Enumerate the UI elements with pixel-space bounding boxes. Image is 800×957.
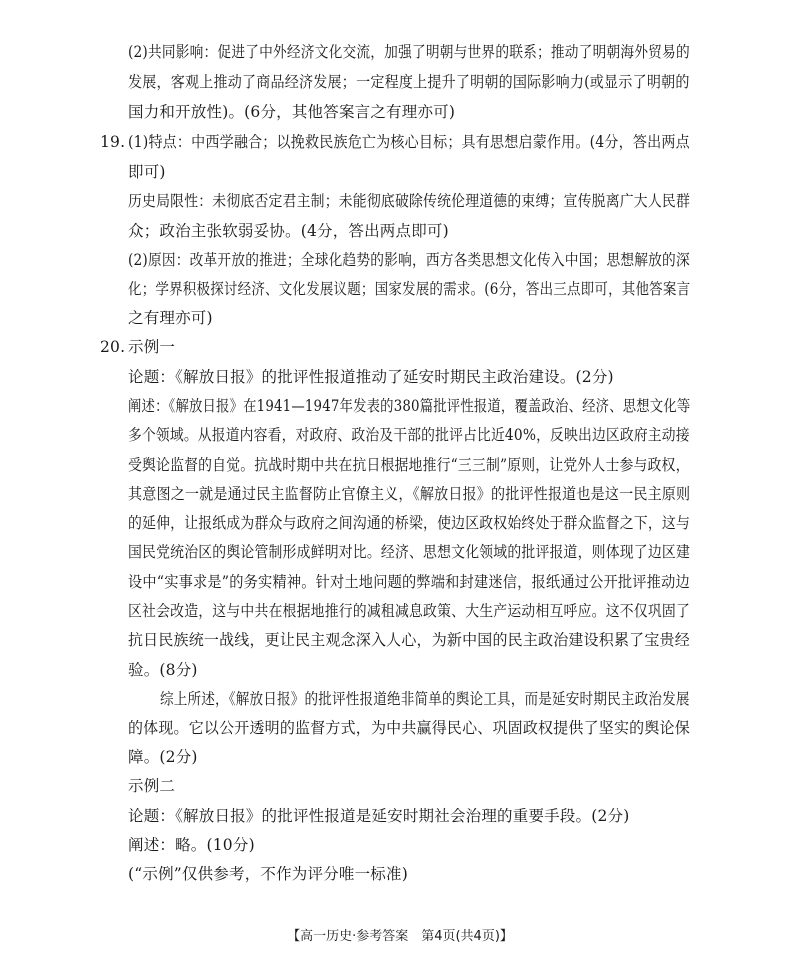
argument-line: 区社会改造，这与中共在根据地推行的减租减息政策、大生产运动相互呼应。这不仅巩固了	[128, 602, 691, 620]
q19-p2-line-1: (2)原因：改革开放的推进；全球化趋势的影响，西方各类思想文化传入中国；思想解放的深	[128, 251, 690, 269]
conclusion-line: 的体现。它以公开透明的监督方式，为中共赢得民心、巩固政权提供了坚实的舆论保	[128, 719, 690, 737]
q19-p1-line-2: 即可)	[128, 163, 166, 181]
argument-line: 抗日民族统一战线，更让民主观念深入人心，为新中国的民主政治建设积累了宝贵经	[128, 631, 690, 649]
q19-limitations-line-1: 历史局限性：未彻底否定君主制；未能彻底破除传统伦理道德的束缚；宣传脱离广大人民群	[128, 192, 691, 210]
page-footer: 【高一历史·参考答案 第4页(共4页)】	[287, 929, 513, 944]
argument-line: 其意图之一就是通过民主监督防止官僚主义，《解放日报》的批评性报道也是这一民主原则	[128, 485, 691, 503]
q19-p1-line-1: (1)特点：中西学融合；以挽救民族危亡为核心目标；具有思想启蒙作用。(4分，答出两点	[128, 133, 690, 151]
q18-p2-line-2: 发展，客观上推动了商品经济发展；一定程度上提升了明朝的国际影响力(或显示了明朝的	[128, 73, 690, 91]
conclusion-line: 障。(2分)	[128, 748, 198, 766]
q19-number: 19.	[100, 133, 126, 151]
scoring-note: (“示例”仅供参考，不作为评分唯一标准)	[128, 865, 408, 883]
example-2-label: 示例二	[128, 777, 176, 795]
argument-line: 的延伸，让报纸成为群众与政府之间沟通的桥梁，使边区政权始终处于群众监督之下，这与	[128, 514, 691, 532]
example-2-argument: 阐述：略。(10分)	[128, 836, 255, 854]
example-1-thesis: 论题：《解放日报》的批评性报道推动了延安时期民主政治建设。(2分)	[128, 368, 614, 386]
q18-p2-line-3: 国力和开放性)。(6分，其他答案言之有理亦可)	[128, 103, 456, 121]
q18-p2-line-1: (2)共同影响：促进了中外经济文化交流，加强了明朝与世界的联系；推动了明朝海外贸易的	[128, 43, 690, 61]
example-2-thesis: 论题：《解放日报》的批评性报道是延安时期社会治理的重要手段。(2分)	[128, 807, 630, 825]
argument-line: 阐述：《解放日报》在1941—1947年发表的380篇批评性报道，覆盖政治、经济、思想文化等	[128, 397, 691, 415]
conclusion-line: 综上所述，《解放日报》的批评性报道绝非简单的舆论工具，而是延安时期民主政治发展	[160, 690, 690, 708]
q19-p2-line-3: 之有理亦可)	[128, 309, 213, 327]
argument-line: 设中“实事求是”的务实精神。针对土地问题的弊端和封建迷信，报纸通过公开批评推动边	[128, 573, 690, 591]
example-1-label: 示例一	[128, 338, 176, 356]
q20-number: 20.	[100, 338, 126, 356]
argument-line: 多个领域。从报道内容看，对政府、政治及干部的批评占比近40%，反映出边区政府主动接	[128, 426, 690, 444]
argument-line: 受舆论监督的自觉。抗战时期中共在抗日根据地推行“三三制”原则，让党外人士参与政权，	[128, 456, 690, 474]
q19-p2-line-2: 化；学界积极探讨经济、文化发展议题；国家发展的需求。(6分，答出三点即可，其他答案言	[128, 280, 691, 298]
q19-limitations-line-2: 众；政治主张软弱妥协。(4分，答出两点即可)	[128, 222, 449, 240]
argument-line: 验。(8分)	[128, 661, 198, 679]
argument-line: 国民党统治区的舆论管制形成鲜明对比。经济、思想文化领域的批评报道，则体现了边区建	[128, 543, 691, 561]
